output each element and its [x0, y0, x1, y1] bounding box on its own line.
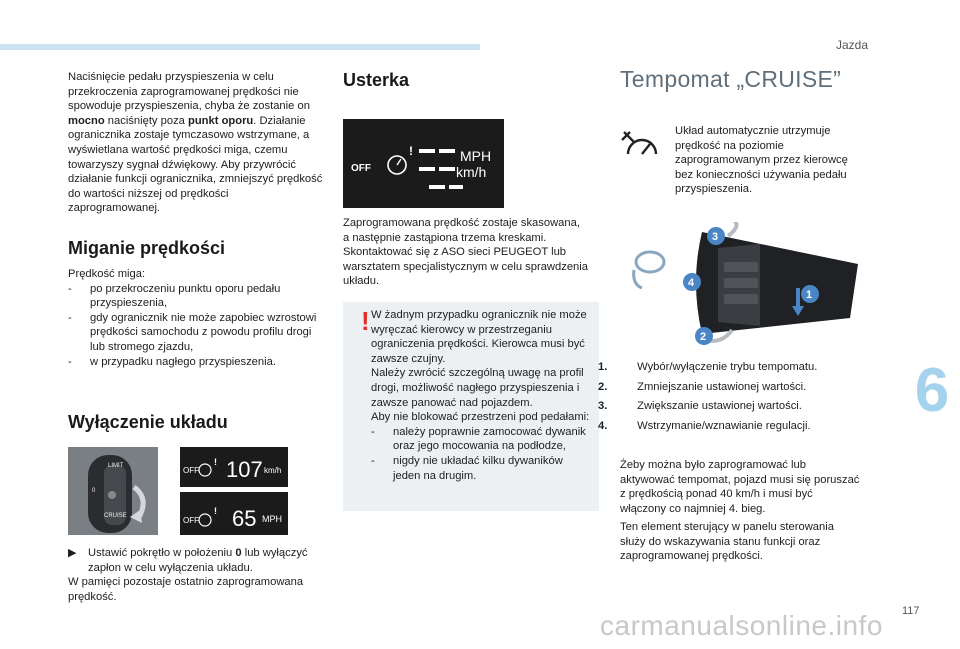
- chapter-number: 6: [914, 356, 950, 425]
- cruise-paragraph-1: Żeby można było zaprogramować lub aktywować tempomat, pojazd musi się poruszać z prędkością ponad 40 km/h i musi być włączony co najmniej 4. bieg.: [620, 459, 860, 515]
- warning-icon: !: [361, 306, 370, 336]
- knob-zero-label: 0: [92, 488, 96, 494]
- speedometer-icon: [199, 514, 211, 526]
- intro-bold-mocno: mocno: [68, 114, 105, 127]
- blink-heading: Miganie prędkości: [68, 238, 226, 258]
- list-item: 1. Wybór/wyłączenie trybu tempomatu.: [598, 361, 818, 373]
- step-arrow-icon: ▶: [68, 547, 77, 559]
- fault-line: a następnie zastąpiona trzema kreskami.: [343, 231, 547, 244]
- intro-text: naciśnięty poza: [104, 114, 189, 127]
- knob-cruise-label: CRUISE: [104, 513, 127, 519]
- fault-line: Zaprogramowana prędkość zostaje skasowana,: [343, 217, 580, 229]
- warning-line: Należy zwrócić szczególną uwagę na profil drogi, możliwość nagłego przyspieszenia i zawsze panować nad pojazdem.: [371, 367, 584, 409]
- cruise-heading: Tempomat „CRUISE”: [620, 66, 842, 92]
- display-speed-value: 107: [226, 457, 263, 482]
- display-off-label: OFF: [183, 466, 199, 475]
- warning-line: Aby nie blokować przestrzeni pod pedałami:: [371, 411, 590, 424]
- off-step: ▶ Ustawić pokrętło w położeniu 0 lub wyłączyć zapłon w celu wyłączenia układu.: [68, 547, 308, 574]
- speed-display-kmh: [180, 447, 288, 487]
- fault-text: [343, 216, 601, 289]
- list-item: - gdy ogranicznik nie może zapobiec wzrostowi prędkości samochodu z powodu profilu drogi lub stromego zjazdu,: [68, 311, 317, 353]
- svg-text:!: !: [214, 506, 217, 516]
- cruise-stalk-illustration: [620, 222, 865, 352]
- blink-list: [68, 282, 328, 370]
- blink-intro: Prędkość miga:: [68, 268, 146, 280]
- display-unit: MPH: [262, 514, 282, 524]
- speed-display-mph: [180, 492, 288, 535]
- section-label: Jazda: [835, 38, 868, 52]
- warning-text: [371, 308, 593, 483]
- svg-text:4: 4: [688, 277, 695, 289]
- knob-limit-label: LIMIT: [108, 463, 124, 469]
- svg-text:!: !: [409, 144, 413, 158]
- knob-illustration: [68, 447, 158, 535]
- blink-section: [68, 267, 328, 369]
- svg-text:1: 1: [806, 289, 813, 301]
- cruise-control-icon: [620, 128, 664, 173]
- intro-bold-punkt-oporu: punkt oporu: [188, 114, 254, 127]
- list-item: - po przekroczeniu punktu oporu pedału przyspieszenia,: [68, 282, 281, 310]
- list-item: - w przypadku nagłego przyspieszenia.: [68, 355, 276, 368]
- watermark: carmanualsonline.info: [600, 610, 883, 641]
- page-number: 117: [902, 605, 920, 617]
- off-note: W pamięci pozostaje ostatnio zaprogramowana prędkość.: [68, 576, 304, 603]
- cruise-paragraph-2: Ten element sterujący w panelu sterowania służy do wskazywania stanu funkcji oraz zaprogramowanej prędkości.: [620, 521, 834, 563]
- cruise-description: Układ automatycznie utrzymuje prędkość na poziomie zaprogramowanym przez kierowcę bez konieczności używania pedału przyspieszenia.: [675, 125, 848, 196]
- intro-text: . Działanie ogranicznika zostaje tymczasowo wstrzymane, a wyświetlana wartość prędkości miga, czemu towarzyszy sygnał dźwiękowy. Aby przywrócić działanie funkcji ogranicznika, zmniejszyć prędkość do wartości niższej od prędkości zaprogramowanej.: [68, 114, 323, 215]
- cruise-function-list: [598, 360, 860, 438]
- intro-text: Naciśnięcie pedału przyspieszenia w celu przekroczenia zaprogramowanej prędkości nie spowoduje przyspieszenia, chyba że zostanie on: [68, 71, 310, 113]
- display-unit: km/h: [264, 466, 282, 475]
- off-heading: Wyłączenie układu: [68, 412, 228, 432]
- fault-heading: Usterka: [343, 70, 410, 90]
- fault-line: Skontaktować się z ASO sieci PEUGEOT lub warsztatem specjalistycznym w celu sprawdzenia układu.: [343, 246, 588, 288]
- warning-line: W żadnym przypadku ogranicznik nie może wyręczać kierowcy w przestrzeganiu ograniczenia prędkości. Kierowca musi być zawsze czujny.: [371, 309, 587, 365]
- svg-text:!: !: [214, 457, 217, 467]
- list-item: 4. Wstrzymanie/wznawianie regulacji.: [598, 419, 811, 432]
- header-accent-bar: [0, 44, 480, 50]
- warning-box: [343, 302, 599, 511]
- warning-list: [371, 425, 593, 483]
- svg-text:2: 2: [700, 331, 707, 343]
- display-off-label: OFF: [183, 516, 199, 525]
- off-instructions: [68, 546, 328, 604]
- list-item: - nigdy nie układać kilku dywaników jeden na drugim.: [371, 454, 563, 482]
- rotary-knob-image: [68, 447, 158, 535]
- fault-display: [343, 119, 504, 208]
- svg-text:3: 3: [712, 231, 719, 243]
- display-speed-value: 65: [232, 506, 257, 531]
- list-item: - należy poprawnie zamocować dywanik oraz jego mocowania na podłodze,: [371, 425, 586, 453]
- display-unit-kmh: km/h: [456, 164, 487, 180]
- display-off-label: OFF: [351, 163, 371, 174]
- list-item: 3. Zwiększanie ustawionej wartości.: [598, 400, 802, 413]
- list-item: 2. Zmniejszanie ustawionej wartości.: [598, 380, 807, 393]
- display-unit-mph: MPH: [460, 148, 492, 164]
- speedometer-icon: [199, 464, 211, 476]
- intro-paragraph: [68, 70, 323, 216]
